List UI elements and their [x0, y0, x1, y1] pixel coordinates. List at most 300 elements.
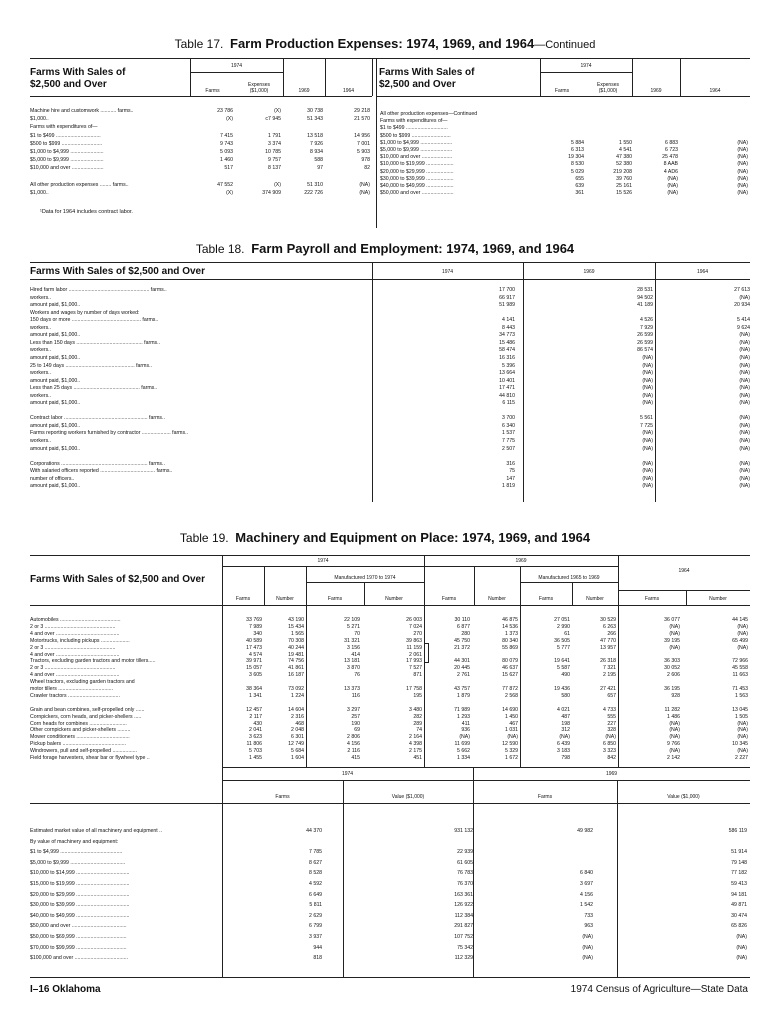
t19-cell-10-6: 19 436: [554, 686, 570, 692]
t17l-cell-1-2: 51 343: [307, 116, 323, 123]
t19low-cell-0-3: 586 119: [728, 828, 747, 834]
t17r-cell-9-2: (NA): [667, 175, 678, 182]
t19-label-0: Automobiles ..........................................: [30, 617, 121, 623]
t18-cell-11-1: (NA): [642, 370, 653, 377]
t19-h-number-3: Number: [488, 596, 506, 602]
t19-cell-15-4: 411: [461, 720, 470, 727]
t18-cell-20-0: 7 775: [502, 438, 515, 444]
footer-source: 1974 Census of Agriculture—State Data: [570, 984, 748, 995]
t19-cell-13-0: 12 457: [246, 706, 262, 713]
t19-h-farms-1: Farms: [235, 596, 251, 602]
t17-footnote: ¹Data for 1964 includes contract labor.: [40, 209, 133, 215]
t17l-cell-6-0: 1 460: [220, 157, 233, 164]
t17-left-farms: Farms: [205, 88, 220, 94]
t18-cell-20-2: (NA): [739, 438, 750, 444]
t18-cell-23-1: (NA): [642, 460, 653, 467]
t19-cell-16-8: (NA): [669, 727, 680, 734]
t19-cell-19-2: 2 116: [347, 748, 360, 755]
t19-low-value-1: Value ($1,000): [391, 794, 425, 800]
t18-label-25: number of officers..: [30, 475, 75, 482]
t17l-cell-10-3: (NA): [359, 190, 370, 196]
t19-low-1974: 1974: [341, 771, 354, 777]
t19-cell-2-9: (NA): [737, 630, 748, 637]
t17l-cell-6-1: 9 757: [268, 157, 281, 164]
t19-cell-14-1: 2 316: [291, 713, 304, 720]
t17l-cell-10-2: 222 726: [304, 190, 323, 196]
t19low-cell-4-2: 6 840: [580, 870, 593, 877]
t17l-cell-9-3: (NA): [359, 181, 370, 188]
t18-cell-24-2: (NA): [739, 468, 750, 475]
t19-cell-6-7: 26 318: [600, 658, 616, 665]
t17-right-farms: Farms: [554, 88, 570, 94]
t19-cell-17-0: 3 623: [249, 734, 262, 741]
t19-cell-15-9: (NA): [737, 720, 748, 727]
t17l-label-4: $500 to $999 ............................: [30, 140, 103, 147]
t19-cell-6-0: 39 971: [246, 658, 262, 665]
t19-cell-7-7: 7 321: [603, 665, 616, 672]
t19low-label-12: $100,000 and over .....................................: [30, 955, 129, 962]
t18-cell-11-0: 13 664: [499, 370, 515, 377]
t19low-cell-6-0: 6 649: [309, 891, 322, 898]
t17r-cell-4-2: 6 883: [665, 139, 678, 146]
t19low-label-0: Estimated market value of all machinery and equipment ..: [30, 828, 163, 834]
t19-cell-3-0: 40 589: [246, 637, 262, 644]
t19-cell-15-6: 198: [561, 720, 570, 727]
t19-cell-2-3: 270: [413, 630, 422, 637]
t19-cell-0-5: 46 875: [502, 617, 518, 623]
t18-label-11: workers..: [30, 370, 52, 377]
t19-cell-14-6: 487: [561, 713, 570, 720]
t19-cell-10-9: 71 453: [732, 686, 748, 692]
t17l-label-9: All other production expenses ........ farms..: [30, 181, 129, 188]
t19-cell-3-1: 70 308: [288, 637, 304, 644]
t19low-cell-9-2: 963: [584, 923, 593, 930]
t17l-cell-4-1: 3 374: [268, 140, 281, 147]
t19-cell-15-0: 430: [253, 720, 262, 727]
t19-cell-19-5: 5 329: [505, 748, 518, 755]
t18-cell-24-1: (NA): [642, 468, 653, 475]
t17-right-1964: 1964: [709, 88, 721, 94]
t19-cell-7-8: 30 052: [664, 665, 680, 672]
t18-cell-15-1: (NA): [642, 400, 653, 407]
t18-cell-20-1: (NA): [642, 438, 653, 444]
t18-cell-15-0: 6 115: [502, 400, 515, 407]
t19-cell-1-8: (NA): [669, 623, 680, 630]
t19-cell-7-6: 5 587: [557, 665, 570, 672]
t19-label-7: 2 or 3 .................................................: [30, 665, 116, 672]
t19low-cell-12-0: 818: [313, 955, 322, 962]
t19low-cell-0-1: 931 132: [454, 828, 473, 834]
t17l-cell-5-0: 5 093: [220, 149, 233, 155]
t18-cell-23-0: 316: [506, 460, 515, 467]
t18-cell-26-1: (NA): [642, 483, 653, 490]
t19-h-number-1: Number: [276, 596, 294, 602]
t19-cell-10-8: 36 195: [664, 686, 680, 692]
t19-cell-18-8: 9 766: [667, 741, 680, 748]
t18-cell-19-2: (NA): [739, 430, 750, 437]
t18-label-4: 150 days or more ................................................ farms..: [30, 317, 159, 324]
t19-cell-4-7: 13 957: [600, 644, 616, 651]
t19-h-number-5: Number: [709, 596, 727, 602]
t19-cell-8-5: 15 627: [502, 672, 518, 679]
t19-cell-20-9: 2 227: [735, 755, 748, 761]
t19-cell-15-5: 467: [509, 720, 518, 727]
t19-cell-17-3: 2 164: [409, 734, 422, 741]
t19low-cell-8-1: 112 384: [454, 912, 473, 919]
t19-h-farms-2: Farms: [327, 596, 343, 602]
t19-label-15: Corn heads for combines ..........................: [30, 720, 127, 727]
t19-cell-6-6: 19 641: [554, 658, 570, 665]
t19-cell-6-8: 36 303: [664, 658, 680, 665]
t18-cell-26-2: (NA): [739, 483, 750, 490]
t18-cell-8-0: 58 474: [499, 347, 515, 354]
t19low-cell-9-3: 65 826: [731, 923, 747, 930]
t19low-cell-7-2: 1 542: [580, 902, 593, 909]
t19-cell-1-0: 7 989: [249, 623, 262, 630]
t19-cell-20-2: 415: [351, 755, 360, 761]
t19-cell-19-6: 3 183: [557, 748, 570, 755]
t19-cell-3-2: 31 321: [344, 637, 360, 644]
t19-cell-17-7: (NA): [605, 734, 616, 741]
t19low-label-9: $50,000 and over ......................................: [30, 923, 127, 930]
t19-cell-8-4: 2 761: [457, 672, 470, 679]
t19-cell-4-3: 11 159: [406, 644, 422, 651]
t19-stub: Farms With Sales of $2,500 and Over: [30, 574, 205, 585]
t18-label-26: amount paid, $1,000..: [30, 483, 81, 490]
t19-cell-3-3: 39 863: [406, 637, 422, 644]
t17l-label-6: $5,000 to $9,999 .......................: [30, 157, 104, 164]
t18-cell-1-1: 94 502: [637, 294, 653, 301]
t17r-cell-10-3: (NA): [737, 183, 748, 189]
t19low-cell-5-0: 4 592: [309, 881, 322, 887]
t19-cell-20-3: 451: [413, 755, 422, 761]
t19-cell-16-9: (NA): [737, 727, 748, 734]
t19-cell-2-0: 340: [253, 630, 262, 637]
t19-cell-16-2: 69: [354, 727, 360, 734]
table19-title: [0, 530, 770, 545]
t17r-label-8: $20,000 to $29,999 ...................: [380, 168, 454, 175]
t17r-cell-11-3: (NA): [737, 190, 748, 197]
t19-cell-19-3: 2 175: [409, 748, 422, 755]
t19low-cell-5-3: 59 413: [731, 881, 747, 887]
t17r-cell-11-2: (NA): [667, 190, 678, 197]
t19-label-18: Pickup balers ............................................: [30, 741, 126, 748]
t17l-cell-0-2: 30 738: [307, 108, 323, 114]
t19-label-14: Cornpickers, corn heads, and picker-shellers .....: [30, 713, 142, 720]
t19low-label-3: $5,000 to $9,999 ......................................: [30, 859, 126, 866]
t19low-cell-9-0: 6 799: [309, 923, 322, 930]
t19-cell-15-8: (NA): [669, 720, 680, 727]
t19low-cell-2-3: 51 914: [731, 849, 747, 856]
t17r-cell-7-0: 8 530: [571, 161, 584, 168]
t19-cell-16-1: 2 048: [291, 727, 304, 734]
t18-cell-19-0: 1 537: [502, 430, 515, 437]
t18-label-12: amount paid, $1,000..: [30, 377, 81, 384]
t19-cell-4-2: 3 156: [347, 644, 360, 651]
t17r-cell-7-1: 52 380: [616, 161, 632, 168]
t18-cell-25-1: (NA): [642, 475, 653, 482]
t19low-cell-7-3: 49 871: [731, 902, 747, 909]
t17-left-1974: 1974: [230, 63, 243, 69]
t18-cell-18-2: (NA): [739, 422, 750, 429]
t19-cell-8-1: 16 187: [288, 672, 304, 679]
t18-cell-1-2: (NA): [739, 294, 750, 301]
table17-title-text: Farm Production Expenses: 1974, 1969, and 1964: [230, 36, 535, 51]
t17-right-1969: 1969: [650, 88, 662, 94]
t19low-cell-10-2: (NA): [582, 934, 593, 940]
t19-cell-6-2: 13 181: [344, 658, 360, 665]
t17r-cell-11-0: 361: [575, 190, 584, 197]
t19-label-13: Grain and bean combines, self-propelled only ......: [30, 706, 145, 713]
t17r-label-11: $50,000 and over ......................: [380, 190, 454, 197]
t18-label-8: workers..: [30, 347, 52, 354]
t17r-label-10: $40,000 to $49,999 ...................: [380, 183, 454, 189]
t18-cell-4-0: 4 141: [502, 317, 515, 324]
t18-cell-2-0: 51 989: [499, 302, 515, 309]
t19-label-16: Other cornpickers and picker-shellers .........: [30, 727, 131, 734]
t19low-cell-3-0: 8 627: [309, 859, 322, 866]
t19low-cell-5-2: 3 697: [580, 881, 593, 887]
t17r-cell-10-0: 639: [575, 183, 584, 189]
t19low-label-10: $50,000 to $69,999 ...................................: [30, 934, 127, 940]
t19-cell-2-5: 1 373: [505, 630, 518, 637]
t19-cell-8-9: 11 663: [732, 672, 748, 679]
t17r-cell-5-3: (NA): [737, 147, 748, 153]
t18-label-2: amount paid, $1,000..: [30, 302, 81, 309]
t19-cell-4-9: (NA): [737, 644, 748, 651]
t17l-cell-6-2: 588: [314, 157, 323, 164]
t17-right-expenses: Expenses ($1,000): [597, 82, 619, 94]
t17l-cell-9-2: 51 310: [307, 181, 323, 188]
t18-cell-0-1: 28 531: [637, 287, 653, 293]
t17r-cell-6-0: 19 304: [568, 154, 584, 161]
t19-cell-13-5: 14 690: [502, 706, 518, 713]
t18-cell-21-1: (NA): [642, 445, 653, 452]
t17l-cell-5-3: 5 903: [357, 149, 370, 155]
t19-cell-10-5: 77 872: [502, 686, 518, 692]
t18-1969: 1969: [583, 269, 595, 275]
t18-cell-6-2: (NA): [739, 332, 750, 339]
t19-cell-18-9: 10 345: [732, 741, 748, 748]
t19-cell-6-1: 74 756: [288, 658, 304, 665]
t19low-cell-4-1: 76 783: [457, 870, 473, 877]
t19-cell-1-7: 6 263: [603, 623, 616, 630]
t17l-cell-6-3: 978: [361, 157, 370, 164]
t17r-label-6: $10,000 and over .....................: [380, 154, 453, 161]
t17r-label-1: Farms with expenditures of—: [380, 118, 448, 125]
t18-label-6: amount paid, $1,000..: [30, 332, 81, 339]
t19-cell-2-8: (NA): [669, 630, 680, 637]
t19low-cell-11-0: 944: [313, 944, 322, 951]
t17l-cell-4-3: 7 001: [357, 140, 370, 147]
t19low-cell-4-3: 77 182: [731, 870, 747, 877]
t19low-cell-10-3: (NA): [736, 934, 747, 940]
t18-cell-12-0: 10 401: [499, 377, 515, 384]
t18-cell-23-2: (NA): [739, 460, 750, 467]
t19-1964: 1964: [678, 568, 690, 574]
t17r-cell-8-1: 219 208: [613, 168, 632, 175]
t19-label-11: Crawler tractors ....................................: [30, 692, 120, 699]
t19-label-5: 4 and over ............................................: [30, 651, 120, 658]
t19low-label-4: $10,000 to $14,999 .....................................: [30, 870, 130, 877]
t19-cell-15-7: 227: [607, 720, 616, 727]
t18-1974: 1974: [441, 269, 454, 275]
t19low-cell-3-3: 79 148: [731, 859, 747, 866]
t19-cell-7-9: 45 558: [732, 665, 748, 672]
t18-cell-10-0: 5 396: [502, 362, 515, 369]
t19-cell-2-1: 1 565: [291, 630, 304, 637]
t18-1964: 1964: [696, 269, 709, 275]
t19low-label-7: $30,000 to $39,999 .....................................: [30, 902, 130, 909]
t17r-label-3: $500 to $999 ...........................: [380, 132, 451, 139]
t18-stub: Farms With Sales of $2,500 and Over: [30, 266, 205, 277]
t18-cell-14-1: (NA): [642, 392, 653, 399]
t17r-label-0: All other production expenses—Continued: [380, 111, 478, 117]
table18-title: [0, 241, 770, 256]
t17-left-stub: Farms With Sales of $2,500 and Over: [30, 67, 126, 90]
t19-h-farms-4: Farms: [538, 596, 554, 602]
t17r-cell-5-0: 6 313: [571, 147, 584, 153]
t18-cell-7-0: 15 486: [499, 339, 515, 346]
t18-cell-6-0: 34 773: [499, 332, 515, 339]
t19-label-1: 2 or 3 .................................................: [30, 623, 116, 630]
t18-cell-7-1: 26 599: [637, 339, 653, 346]
t18-cell-26-0: 1 819: [502, 483, 515, 490]
t19-label-2: 4 and over ............................................: [30, 630, 120, 637]
t19-cell-20-4: 1 334: [457, 755, 470, 761]
t19-cell-3-5: 80 340: [502, 637, 518, 644]
t18-cell-13-2: (NA): [739, 385, 750, 392]
t19-cell-11-3: 195: [413, 692, 422, 699]
t19-cell-11-9: 1 563: [735, 692, 748, 699]
t17l-cell-3-0: 7 415: [220, 132, 233, 139]
t19-cell-13-3: 3 480: [409, 706, 422, 713]
t17l-label-1: $1,000..: [30, 116, 49, 123]
t17l-cell-7-3: 82: [364, 165, 370, 172]
t18-cell-17-0: 3 700: [502, 415, 515, 422]
t19-cell-8-8: 2 606: [667, 672, 680, 679]
t19-low-value-2: Value ($1,000): [667, 794, 700, 800]
t19-cell-16-5: 1 031: [505, 727, 518, 734]
t19-1969: 1969: [515, 558, 527, 564]
t19-low-farms-2: Farms: [537, 794, 553, 800]
t19-cell-16-4: 936: [461, 727, 470, 734]
t19-cell-19-0: 5 703: [249, 748, 262, 755]
t18-label-24: With salaried officers reported ...................................... farms..: [30, 468, 173, 475]
t19-cell-1-6: 2 990: [557, 623, 570, 630]
t19low-cell-7-0: 5 811: [309, 902, 322, 909]
t19-cell-18-6: 6 439: [557, 741, 570, 748]
t19-cell-6-3: 17 993: [406, 658, 422, 665]
t19-cell-3-4: 45 750: [454, 637, 470, 644]
t17r-cell-4-1: 1 550: [619, 139, 632, 146]
t19-cell-8-3: 871: [413, 672, 422, 679]
t17r-cell-4-3: (NA): [737, 139, 748, 146]
t19-cell-14-3: 282: [413, 713, 422, 720]
t17r-cell-7-2: 8 AAB: [663, 161, 678, 168]
table19-title-text: Machinery and Equipment on Place: 1974, 1969, and 1964: [235, 530, 591, 545]
t19-cell-13-9: 13 045: [732, 706, 748, 713]
t18-label-9: amount paid, $1,000..: [30, 354, 81, 361]
t17-right-stub: Farms With Sales of $2,500 and Over: [379, 67, 475, 90]
t19-manuf69: Manufactured 1965 to 1969: [538, 575, 600, 581]
t19-cell-14-5: 1 450: [505, 713, 518, 720]
table17-title: [0, 36, 770, 51]
t19-cell-17-9: (NA): [737, 734, 748, 741]
t19-h-number-2: Number: [385, 596, 403, 602]
t17l-cell-10-1: 374 909: [262, 190, 281, 196]
t18-label-1: workers..: [30, 294, 52, 301]
t19-cell-8-7: 2 195: [603, 672, 616, 679]
t17r-cell-5-1: 4 541: [619, 147, 632, 153]
t19low-label-6: $20,000 to $29,999 .....................................: [30, 891, 130, 898]
t19-cell-7-4: 20 445: [454, 665, 470, 672]
t17l-cell-7-0: 517: [224, 165, 233, 172]
t18-label-13: Less than 25 days .............................................. farms..: [30, 385, 158, 392]
t17-left-1964: 1964: [342, 88, 355, 94]
t19-cell-8-2: 76: [354, 672, 360, 679]
t19-cell-10-4: 43 757: [454, 686, 470, 692]
t19-cell-0-3: 26 003: [406, 617, 422, 623]
t18-cell-12-2: (NA): [739, 377, 750, 384]
t18-cell-14-2: (NA): [739, 392, 750, 399]
t18-cell-11-2: (NA): [739, 370, 750, 377]
t17l-cell-1-3: 21 570: [354, 116, 370, 123]
t19-cell-4-0: 17 473: [246, 644, 262, 651]
t18-label-23: Corporations ............................................................ farms..: [30, 460, 165, 467]
t19-cell-18-1: 12 749: [288, 741, 304, 748]
t17l-cell-5-2: 8 934: [310, 149, 323, 155]
t19-cell-14-9: 1 505: [735, 713, 748, 720]
t18-cell-0-0: 17 700: [499, 287, 515, 293]
t19low-cell-6-2: 4 156: [580, 891, 593, 898]
t17l-cell-7-1: 8 137: [268, 165, 281, 172]
t19-cell-5-2: 414: [351, 651, 360, 658]
t19-cell-4-5: 55 869: [502, 644, 518, 651]
t19-cell-4-4: 21 372: [454, 644, 470, 651]
t18-cell-9-0: 16 316: [499, 354, 515, 361]
t19-cell-0-2: 22 109: [344, 617, 360, 623]
t18-cell-10-1: (NA): [642, 362, 653, 369]
t18-cell-17-1: 5 561: [640, 415, 653, 422]
t18-cell-2-1: 41 189: [637, 302, 653, 309]
t19-cell-17-1: 6 301: [291, 734, 304, 741]
t19-cell-2-2: 70: [354, 630, 360, 637]
t19-cell-6-9: 72 966: [732, 658, 748, 665]
t19-cell-13-8: 11 282: [664, 706, 680, 713]
t18-label-15: amount paid, $1,000..: [30, 400, 81, 407]
t19low-cell-2-1: 22 939: [457, 849, 473, 856]
t17l-label-0: Machine hire and customwork ........... farms..: [30, 108, 134, 114]
t17-right-1974: 1974: [580, 63, 592, 69]
t18-label-19: Farms reporting workers furnished by contractor .................... farms..: [30, 430, 188, 437]
t17l-cell-1-0: (X): [226, 116, 233, 123]
t19-cell-16-0: 2 041: [249, 727, 262, 734]
t17r-label-9: $30,000 to $39,999 ...................: [380, 175, 454, 182]
t19-cell-14-4: 1 293: [457, 713, 470, 720]
t17r-cell-10-1: 25 161: [616, 183, 632, 189]
t19-cell-0-9: 44 145: [732, 617, 748, 623]
t19-cell-10-0: 38 364: [246, 686, 262, 692]
t19low-cell-2-0: 7 785: [309, 849, 322, 856]
t19-cell-7-5: 46 637: [502, 665, 518, 672]
t19low-cell-6-3: 94 181: [731, 891, 747, 898]
t19-cell-11-8: 928: [671, 692, 680, 699]
t19-h-farms-5: Farms: [644, 596, 660, 602]
t17r-cell-6-2: 25 478: [662, 154, 678, 161]
t19-cell-11-0: 1 341: [249, 692, 262, 699]
t18-cell-4-2: 5 414: [737, 317, 750, 324]
